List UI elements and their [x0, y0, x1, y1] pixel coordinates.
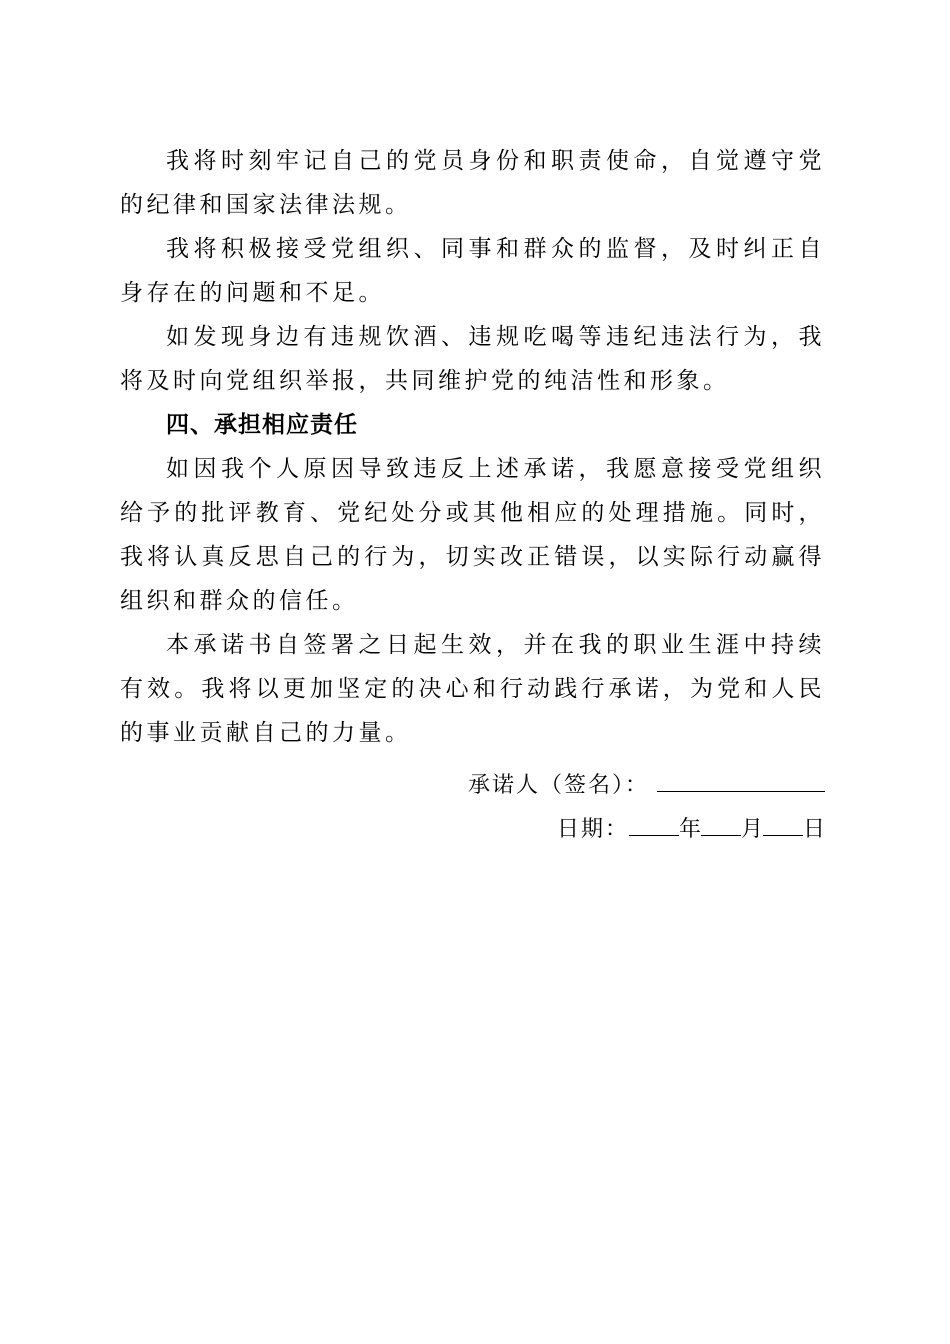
paragraph-4: 如因我个人原因导致违反上述承诺，我愿意接受党组织给予的批评教育、党纪处分或其他相应的处理措施。同时，我将认真反思自己的行为，切实改正错误，以实际行动赢得组织和群众的信任。 — [120, 456, 825, 614]
month-label: 月 — [740, 817, 763, 842]
month-blank[interactable] — [701, 809, 741, 836]
signer-name-blank[interactable] — [657, 765, 825, 792]
day-blank[interactable] — [763, 809, 803, 836]
paragraph-2: 我将积极接受党组织、同事和群众的监督，及时纠正自身存在的问题和不足。 — [120, 236, 825, 306]
signature-block — [468, 764, 825, 852]
paragraph-1: 我将时刻牢记自己的党员身份和职责使命，自觉遵守党的纪律和国家法律法规。 — [120, 148, 825, 218]
signer-line — [468, 764, 825, 808]
date-label: 日期： — [556, 817, 629, 842]
signer-label: 承诺人（签名）： — [467, 773, 649, 798]
year-blank[interactable] — [629, 809, 679, 836]
year-label: 年 — [678, 817, 701, 842]
date-line — [468, 808, 825, 852]
paragraph-5: 本承诺书自签署之日起生效，并在我的职业生涯中持续有效。我将以更加坚定的决心和行动践行承诺，为党和人民的事业贡献自己的力量。 — [120, 632, 825, 746]
document-body — [120, 139, 825, 755]
section-heading: 四、承担相应责任 — [166, 412, 358, 438]
paragraph-3: 如发现身边有违规饮酒、违规吃喝等违纪违法行为，我将及时向党组织举报，共同维护党的纯洁性和形象。 — [120, 324, 825, 394]
day-label: 日 — [802, 817, 825, 842]
